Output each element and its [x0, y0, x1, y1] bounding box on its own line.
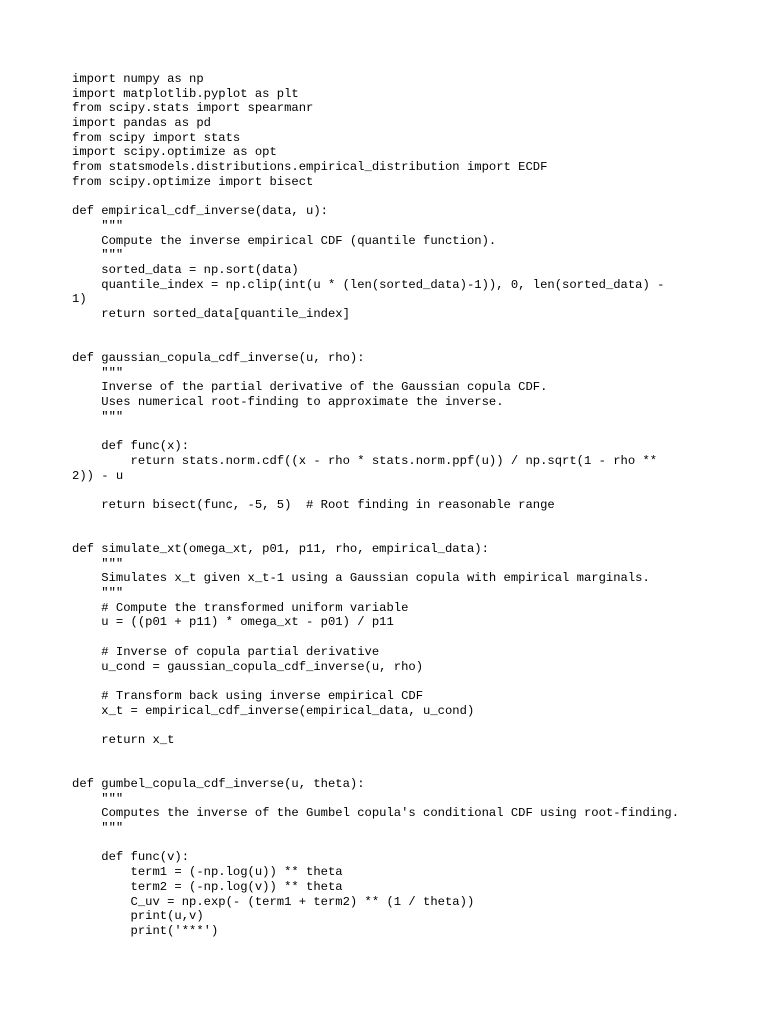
- code-line: [72, 513, 712, 528]
- code-line: # Compute the transformed uniform variable: [72, 600, 409, 615]
- code-line: 1): [72, 292, 87, 307]
- code-line: [72, 190, 712, 205]
- code-line: [72, 322, 712, 337]
- code-line: return bisect(func, -5, 5) # Root finding in reasonable range: [72, 497, 555, 512]
- code-line: [72, 425, 712, 440]
- code-line: x_t = empirical_cdf_inverse(empirical_data, u_cond): [72, 703, 475, 718]
- code-line: import scipy.optimize as opt: [72, 145, 277, 160]
- code-line: term2 = (-np.log(v)) ** theta: [72, 879, 343, 894]
- code-line: def gumbel_copula_cdf_inverse(u, theta):: [72, 777, 365, 791]
- code-line: [72, 630, 712, 645]
- code-line: u = ((p01 + p11) * omega_xt - p01) / p11: [72, 615, 394, 630]
- code-line: [72, 748, 712, 763]
- code-line: u_cond = gaussian_copula_cdf_inverse(u, rho): [72, 659, 424, 674]
- code-listing: [72, 72, 712, 939]
- code-line: Uses numerical root-finding to approximate the inverse.: [72, 395, 504, 410]
- code-line: import numpy as np: [72, 72, 204, 86]
- code-line: # Transform back using inverse empirical CDF: [72, 688, 424, 703]
- code-line: """: [72, 556, 124, 571]
- code-line: term1 = (-np.log(u)) ** theta: [72, 865, 343, 880]
- code-line: [72, 762, 712, 777]
- code-line: [72, 483, 712, 498]
- code-line: Simulates x_t given x_t-1 using a Gaussian copula with empirical marginals.: [72, 571, 650, 586]
- code-line: quantile_index = np.clip(int(u * (len(sorted_data)-1)), 0, len(sorted_data) -: [72, 277, 665, 292]
- code-line: from scipy.stats import spearmanr: [72, 101, 314, 116]
- code-line: import matplotlib.pyplot as plt: [72, 86, 299, 101]
- code-line: def simulate_xt(omega_xt, p01, p11, rho, empirical_data):: [72, 542, 489, 556]
- code-line: [72, 336, 712, 351]
- code-line: from scipy.optimize import bisect: [72, 174, 314, 189]
- code-line: from scipy import stats: [72, 130, 241, 145]
- code-line: def func(v):: [72, 850, 190, 865]
- code-line: 2)) - u: [72, 468, 124, 483]
- code-line: [72, 836, 712, 851]
- code-line: """: [72, 409, 124, 424]
- code-line: import pandas as pd: [72, 116, 211, 131]
- code-line: """: [72, 248, 124, 263]
- code-line: sorted_data = np.sort(data): [72, 262, 299, 277]
- code-line: from statsmodels.distributions.empirical_distribution import ECDF: [72, 160, 548, 175]
- code-line: Inverse of the partial derivative of the Gaussian copula CDF.: [72, 380, 548, 395]
- code-line: return stats.norm.cdf((x - rho * stats.norm.ppf(u)) / np.sqrt(1 - rho **: [72, 453, 658, 468]
- code-line: return sorted_data[quantile_index]: [72, 307, 350, 321]
- code-line: print(u,v): [72, 909, 204, 924]
- code-line: [72, 674, 712, 689]
- code-line: def empirical_cdf_inverse(data, u):: [72, 204, 328, 219]
- code-line: # Inverse of copula partial derivative: [72, 644, 380, 659]
- code-line: """: [72, 821, 124, 836]
- code-line: def func(x):: [72, 439, 190, 454]
- code-line: """: [72, 791, 124, 806]
- code-line: return x_t: [72, 732, 175, 747]
- code-line: """: [72, 586, 124, 601]
- code-line: [72, 718, 712, 733]
- code-line: [72, 527, 712, 542]
- code-line: Computes the inverse of the Gumbel copula's conditional CDF using root-finding.: [72, 806, 680, 821]
- code-line: C_uv = np.exp(- (term1 + term2) ** (1 / theta)): [72, 894, 475, 909]
- code-line: print('***'): [72, 923, 219, 938]
- code-line: def gaussian_copula_cdf_inverse(u, rho):: [72, 351, 365, 366]
- code-line: """: [72, 365, 124, 380]
- code-line: """: [72, 218, 124, 233]
- code-line: Compute the inverse empirical CDF (quantile function).: [72, 233, 497, 248]
